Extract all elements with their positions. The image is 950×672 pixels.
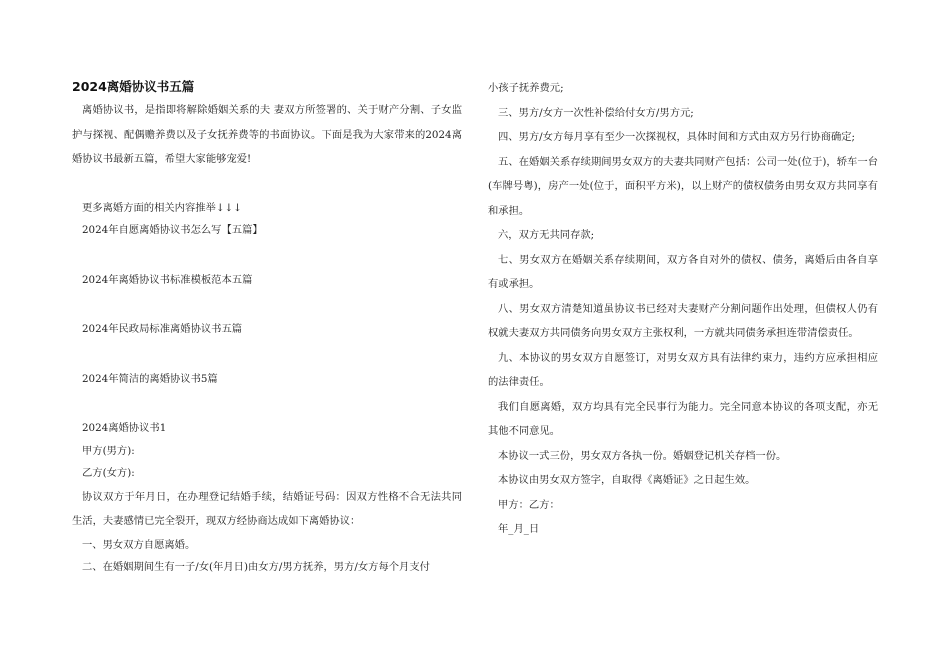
clause-8: 八、男女双方清楚知道虽协议书已经对夫妻财产分割问题作出处理，但债权人仍有权就夫妻双方共同债务向男女双方主张权利，一方就共同债务承担连带清偿责任。 [488, 302, 878, 339]
statement-paragraph: 我们自愿离婚，双方均具有完全民事行为能力。完全同意本协议的各项支配，亦无其他不同意见。 [488, 400, 878, 437]
more-heading: 更多离婚方面的相关内容推举↓↓↓ [82, 201, 242, 214]
clause-2-part-2: 小孩子抚养费元; [488, 82, 564, 94]
clause-7: 七、男女双方在婚姻关系存续期间，双方各自对外的债权、债务，离婚后由各自享有或承担。 [488, 253, 878, 290]
related-link[interactable]: 2024年自愿离婚协议书怎么写【五篇】 [82, 224, 263, 236]
related-link[interactable]: 2024年简洁的离婚协议书5篇 [82, 372, 218, 385]
signature-line: 甲方：乙方： [498, 498, 560, 511]
clause-3: 三、男方/女方一次性补偿给付女方/男方元; [498, 106, 694, 119]
clause-4: 四、男方/女方每月享有至少一次探视权，具体时间和方式由双方另行协商确定; [498, 131, 856, 143]
preamble-paragraph: 协议双方于年月日，在办理登记结婚手续，结婚证号码：因双方性格不合无法共同生活，夫妻感情已完全裂开，现双方经协商达成如下离婚协议： [72, 490, 462, 527]
right-column [488, 76, 878, 542]
clause-9: 九、本协议的男女双方自愿签订，对男女双方具有法律约束力，违约方应承担相应的法律责任。 [488, 351, 878, 388]
document-title: 2024离婚协议书五篇 [72, 79, 195, 94]
party-a-label: 甲方(男方): [82, 444, 135, 457]
intro-paragraph: 离婚协议书，是指即将解除婚姻关系的夫 妻双方所签署的、关于财产分割、子女监护与探视、配偶赡养费以及子女抚养费等的书面协议。下面是我为大家带来的2024离婚协议书最新五篇，希望大家能够宠爱! [72, 104, 462, 165]
party-b-label: 乙方(女方): [82, 467, 135, 479]
clause-2-part-1: 二、在婚姻期间生有一子/女(年月日)由女方/男方抚养，男方/女方每个月支付 [82, 561, 430, 573]
section-title: 2024离婚协议书1 [82, 422, 167, 434]
clause-6: 六，双方无共同存款; [498, 229, 595, 241]
clause-1: 一、男女双方自愿离婚。 [82, 538, 196, 551]
effect-paragraph: 本协议由男女双方签字，自取得《离婚证》之日起生效。 [498, 474, 756, 486]
clause-5: 五、在婚姻关系存续期间男女双方的夫妻共同财产包括：公司一处(位于)，轿车一台(车牌号粤)，房产一处(位于，面积平方米)，以上财产的债权债务由男女双方共同享有和承担。 [488, 155, 878, 217]
related-link[interactable]: 2024年民政局标准离婚协议书五篇 [82, 323, 243, 335]
related-link[interactable]: 2024年离婚协议书标准模板范本五篇 [82, 273, 253, 286]
copies-paragraph: 本协议一式三份，男女双方各执一份。婚姻登记机关存档一份。 [498, 449, 787, 462]
left-column [72, 76, 462, 579]
date-line: 年_月_日 [498, 523, 540, 535]
